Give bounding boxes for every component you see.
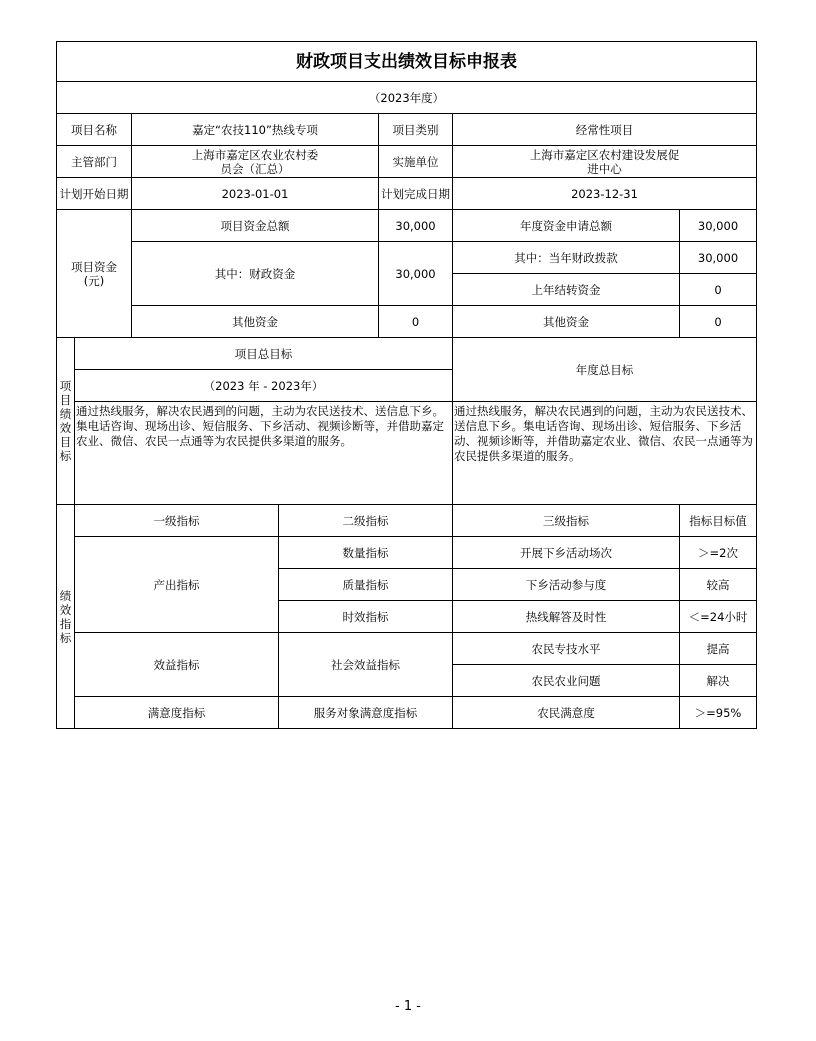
- output-level3: 热线解答及时性: [453, 601, 680, 633]
- overall-goal-text: 通过热线服务，解决农民遇到的问题，主动为农民送技术、送信息下乡。集电话咨询、现场出诊、短信服务、下乡活动、视频诊断等，并借助嘉定农业、微信、农民一点通等为农民提供多渠道的服务。: [75, 402, 453, 505]
- benefit-level2: 社会效益指标: [279, 633, 453, 697]
- output-level3: 开展下乡活动场次: [453, 537, 680, 569]
- header-level2: 二级指标: [279, 505, 453, 537]
- project-type-value: 经常性项目: [453, 114, 757, 146]
- other-funds-value-right: 0: [680, 306, 757, 338]
- table-title: 财政项目支出绩效目标申报表: [57, 42, 757, 82]
- fiscal-funds-value: 30,000: [379, 242, 453, 306]
- end-date-label: 计划完成日期: [379, 178, 453, 210]
- annual-goal-label: 年度总目标: [453, 338, 757, 402]
- benefit-level3: 农民农业问题: [453, 665, 680, 697]
- dept-label: 主管部门: [57, 146, 132, 178]
- performance-target-table: [56, 41, 757, 729]
- output-level3: 下乡活动参与度: [453, 569, 680, 601]
- dept-value: 上海市嘉定区农业农村委员会（汇总）: [132, 146, 379, 178]
- header-level3: 三级指标: [453, 505, 680, 537]
- output-target: ＜=24小时: [680, 601, 757, 633]
- output-target: 较高: [680, 569, 757, 601]
- header-level1: 一级指标: [75, 505, 279, 537]
- other-funds-label-right: 其他资金: [453, 306, 680, 338]
- output-level2: 时效指标: [279, 601, 453, 633]
- annual-total-label: 年度资金申请总额: [453, 210, 680, 242]
- header-target: 指标目标值: [680, 505, 757, 537]
- output-target: ＞=2次: [680, 537, 757, 569]
- output-level2: 质量指标: [279, 569, 453, 601]
- satisfaction-level2: 服务对象满意度指标: [279, 697, 453, 729]
- funds-total-label: 项目资金总额: [132, 210, 379, 242]
- carryover-value: 0: [680, 274, 757, 306]
- page-number: - 1 -: [395, 999, 421, 1014]
- overall-goal-label: 项目总目标: [75, 338, 453, 370]
- satisfaction-target: ＞=95%: [680, 697, 757, 729]
- other-funds-label: 其他资金: [132, 306, 379, 338]
- output-level2: 数量指标: [279, 537, 453, 569]
- impl-unit-label: 实施单位: [379, 146, 453, 178]
- annual-total-value: 30,000: [680, 210, 757, 242]
- benefit-indicator-label: 效益指标: [75, 633, 279, 697]
- year-label: （2023年度）: [57, 82, 757, 114]
- end-date-value: 2023-12-31: [453, 178, 757, 210]
- other-funds-value: 0: [379, 306, 453, 338]
- funds-section-label: 项目资金 (元): [57, 210, 132, 338]
- output-indicator-label: 产出指标: [75, 537, 279, 633]
- satisfaction-level3: 农民满意度: [453, 697, 680, 729]
- annual-goal-text: 通过热线服务，解决农民遇到的问题，主动为农民送技术、送信息下乡。集电话咨询、现场出诊、短信服务、下乡活动、视频诊断等，并借助嘉定农业、微信、农民一点通等为农民提供多渠道的服务。: [453, 402, 757, 505]
- benefit-level3: 农民专技水平: [453, 633, 680, 665]
- current-year-value: 30,000: [680, 242, 757, 274]
- impl-unit-value: 上海市嘉定区农村建设发展促进中心: [453, 146, 757, 178]
- benefit-target: 解决: [680, 665, 757, 697]
- project-name-label: 项目名称: [57, 114, 132, 146]
- funds-total-value: 30,000: [379, 210, 453, 242]
- overall-goal-period: （2023 年 - 2023年）: [75, 370, 453, 402]
- project-name-value: 嘉定“农技110”热线专项: [132, 114, 379, 146]
- fiscal-funds-label: 其中：财政资金: [132, 242, 379, 306]
- project-type-label: 项目类别: [379, 114, 453, 146]
- benefit-target: 提高: [680, 633, 757, 665]
- indicators-section-label: 绩效指标: [57, 505, 75, 729]
- start-date-value: 2023-01-01: [132, 178, 379, 210]
- current-year-label: 其中：当年财政拨款: [453, 242, 680, 274]
- carryover-label: 上年结转资金: [453, 274, 680, 306]
- goals-section-label: 项目绩效目标: [57, 338, 75, 505]
- satisfaction-indicator-label: 满意度指标: [75, 697, 279, 729]
- start-date-label: 计划开始日期: [57, 178, 132, 210]
